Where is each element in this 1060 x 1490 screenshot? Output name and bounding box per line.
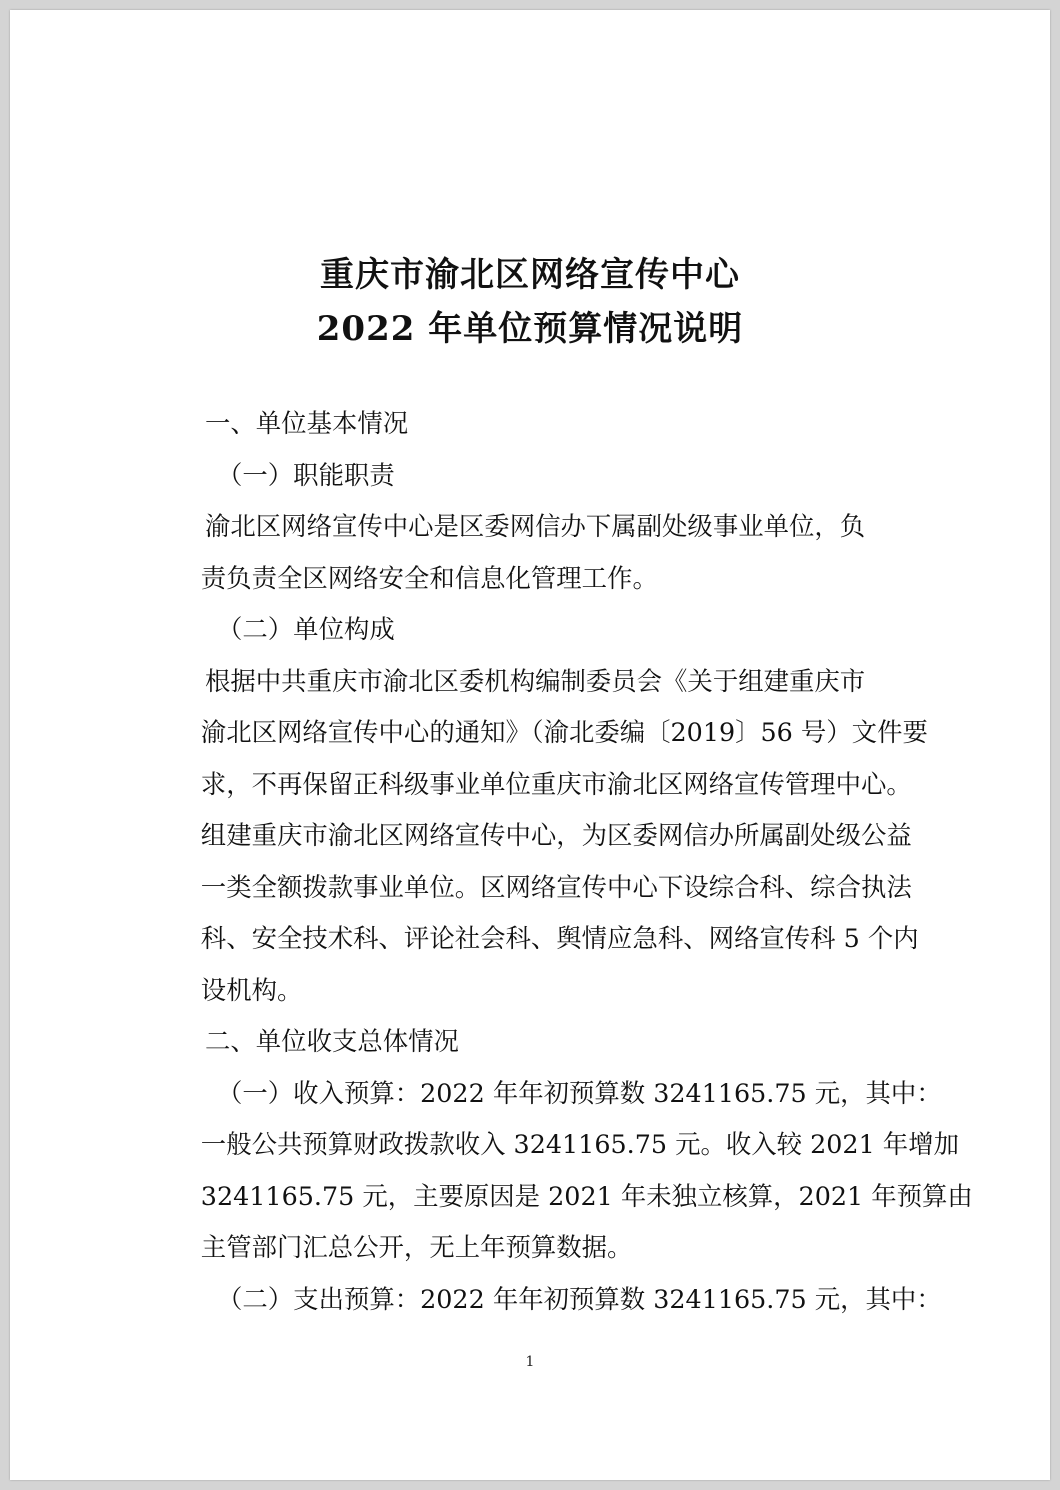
structure-line: 一类全额拨款事业单位。区网络宣传中心下设综合科、综合执法 [200, 871, 912, 902]
income-line: 主管部门汇总公开，无上年预算数据。 [200, 1232, 633, 1262]
duties-line: 责负责全区网络安全和信息化管理工作。 [200, 562, 658, 593]
structure-line: 求，不再保留正科级事业单位重庆市渝北区网络宣传管理中心。 [200, 768, 912, 799]
structure-line: 渝北区网络宣传中心的通知》（渝北委编〔2019〕56 号）文件要 [200, 717, 928, 747]
subsection-structure-heading: （二）单位构成 [217, 614, 395, 644]
duties-paragraph [150, 501, 920, 604]
subsection-duties-heading: （一）职能职责 [217, 459, 395, 490]
income-line: （一）收入预算：2022 年年初预算数 3241165.75 元，其中： [217, 1077, 942, 1108]
structure-line: 设机构。 [200, 974, 303, 1005]
document-title [10, 248, 1050, 356]
title-line-2: 2022 年单位预算情况说明 [316, 309, 744, 349]
income-paragraph [150, 1068, 973, 1274]
structure-paragraph [150, 656, 928, 1017]
structure-line: 根据中共重庆市渝北区委机构编制委员会《关于组建重庆市 [205, 665, 866, 696]
structure-line: 组建重庆市渝北区网络宣传中心，为区委网信办所属副处级公益 [200, 820, 912, 850]
title-line-1: 重庆市渝北区网络宣传中心 [320, 255, 740, 295]
income-line: 3241165.75 元，主要原因是 2021 年未独立核算，2021 年预算由 [200, 1180, 973, 1211]
duties-line: 渝北区网络宣传中心是区委网信办下属副处级事业单位，负 [205, 511, 866, 541]
document-body [150, 398, 973, 1325]
section-2-heading: 二、单位收支总体情况 [205, 1026, 459, 1056]
structure-line: 科、安全技术科、评论社会科、舆情应急科、网络宣传科 5 个内 [200, 923, 919, 953]
expense-paragraph [150, 1274, 942, 1326]
income-line: 一般公共预算财政拨款收入 3241165.75 元。收入较 2021 年增加 [200, 1129, 959, 1159]
section-1-heading: 一、单位基本情况 [205, 408, 409, 438]
document-page [10, 10, 1050, 1480]
page-number: 1 [525, 1354, 535, 1370]
expense-line: （二）支出预算：2022 年年初预算数 3241165.75 元，其中： [217, 1283, 942, 1314]
